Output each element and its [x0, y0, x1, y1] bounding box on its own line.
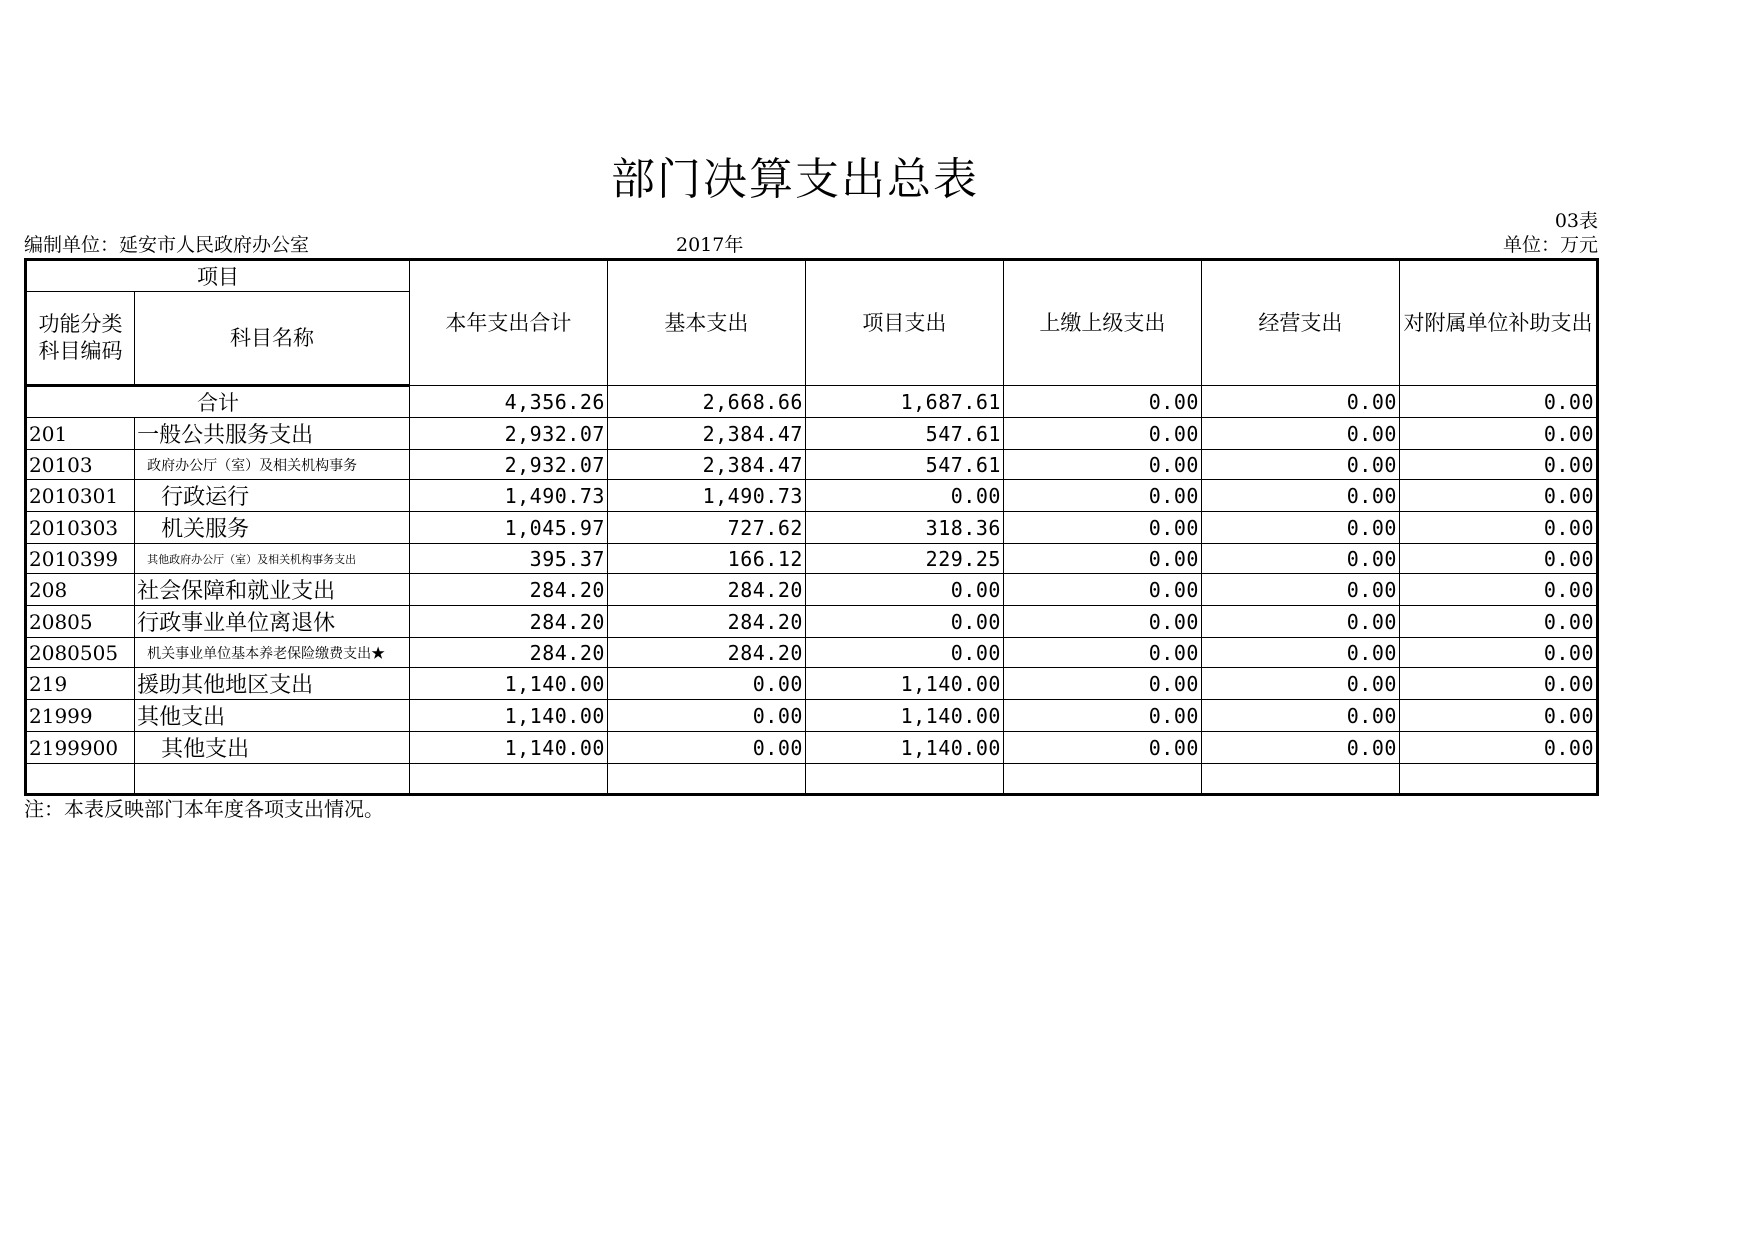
- empty-cell: [805, 764, 1003, 795]
- empty-cell: [1201, 764, 1399, 795]
- row-name: 其他支出: [135, 700, 410, 732]
- row-value: 0.00: [1003, 480, 1201, 512]
- row-name: 一般公共服务支出: [135, 418, 410, 450]
- row-value: 1,140.00: [409, 732, 607, 764]
- row-value: 0.00: [805, 638, 1003, 668]
- row-value: 0.00: [1399, 418, 1597, 450]
- footnote: 注：本表反映部门本年度各项支出情况。: [24, 797, 384, 821]
- empty-cell: [409, 764, 607, 795]
- row-value: 1,490.73: [607, 480, 805, 512]
- row-value: 284.20: [607, 574, 805, 606]
- row-value: 0.00: [1003, 418, 1201, 450]
- row-value: 0.00: [1201, 700, 1399, 732]
- row-value: 547.61: [805, 418, 1003, 450]
- row-value: 0.00: [1201, 512, 1399, 544]
- row-name: 援助其他地区支出: [135, 668, 410, 700]
- total-value: 4,356.26: [409, 386, 607, 418]
- header-project-group: 项目: [26, 260, 410, 292]
- row-name: 机关服务: [135, 512, 410, 544]
- row-value: 0.00: [1201, 574, 1399, 606]
- row-value: 0.00: [1201, 418, 1399, 450]
- row-code: 201: [26, 418, 135, 450]
- total-value: 0.00: [1399, 386, 1597, 418]
- table-row: [26, 606, 1598, 638]
- table-row: [26, 544, 1598, 574]
- row-value: 229.25: [805, 544, 1003, 574]
- row-value: 318.36: [805, 512, 1003, 544]
- empty-cell: [607, 764, 805, 795]
- row-value: 0.00: [1201, 732, 1399, 764]
- row-value: 0.00: [1399, 450, 1597, 480]
- row-code: 2010303: [26, 512, 135, 544]
- row-code: 20103: [26, 450, 135, 480]
- empty-row: [26, 764, 1598, 795]
- table-row: [26, 668, 1598, 700]
- row-code: 20805: [26, 606, 135, 638]
- header-function-code: 功能分类科目编码: [26, 292, 135, 386]
- total-value: 0.00: [1003, 386, 1201, 418]
- form-number: 03表: [1554, 210, 1598, 232]
- row-name: 其他支出: [135, 732, 410, 764]
- row-code: 2010301: [26, 480, 135, 512]
- header-total-expenditure: 本年支出合计: [409, 260, 607, 386]
- table-row: [26, 574, 1598, 606]
- row-value: 284.20: [409, 638, 607, 668]
- row-name: 其他政府办公厅（室）及相关机构事务支出: [135, 544, 410, 574]
- page-title: 部门决算支出总表: [611, 154, 979, 205]
- row-value: 166.12: [607, 544, 805, 574]
- row-value: 0.00: [607, 700, 805, 732]
- row-value: 0.00: [1003, 544, 1201, 574]
- table-row: [26, 732, 1598, 764]
- row-value: 0.00: [607, 668, 805, 700]
- row-value: 0.00: [1399, 512, 1597, 544]
- row-value: 0.00: [1399, 480, 1597, 512]
- currency-unit: 单位：万元: [1502, 234, 1598, 256]
- row-value: 0.00: [1003, 450, 1201, 480]
- row-value: 0.00: [1201, 606, 1399, 638]
- row-value: 284.20: [607, 606, 805, 638]
- reporting-unit: 编制单位：延安市人民政府办公室: [24, 234, 310, 256]
- empty-cell: [26, 764, 135, 795]
- row-code: 219: [26, 668, 135, 700]
- row-value: 1,140.00: [805, 732, 1003, 764]
- total-row: [26, 386, 1598, 418]
- row-value: 284.20: [607, 638, 805, 668]
- row-value: 2,932.07: [409, 418, 607, 450]
- empty-cell: [1399, 764, 1597, 795]
- header-subject-name: 科目名称: [135, 292, 410, 386]
- row-value: 0.00: [1003, 606, 1201, 638]
- row-value: 0.00: [805, 574, 1003, 606]
- row-value: 284.20: [409, 574, 607, 606]
- row-value: 1,140.00: [409, 668, 607, 700]
- row-code: 2010399: [26, 544, 135, 574]
- row-value: 1,140.00: [805, 700, 1003, 732]
- table-row: [26, 638, 1598, 668]
- row-value: 0.00: [1201, 544, 1399, 574]
- row-value: 0.00: [1003, 732, 1201, 764]
- row-value: 395.37: [409, 544, 607, 574]
- meta-row: [24, 230, 1598, 256]
- total-value: 2,668.66: [607, 386, 805, 418]
- table-row: [26, 480, 1598, 512]
- total-value: 1,687.61: [805, 386, 1003, 418]
- row-name: 行政运行: [135, 480, 410, 512]
- row-name: 社会保障和就业支出: [135, 574, 410, 606]
- header-remit-superior: 上缴上级支出: [1003, 260, 1201, 386]
- row-value: 1,045.97: [409, 512, 607, 544]
- row-value: 1,490.73: [409, 480, 607, 512]
- header-subsidy-affiliates: 对附属单位补助支出: [1399, 260, 1597, 386]
- table-row: [26, 418, 1598, 450]
- row-value: 0.00: [1003, 638, 1201, 668]
- row-code: 21999: [26, 700, 135, 732]
- row-value: 0.00: [1201, 668, 1399, 700]
- row-value: 0.00: [1201, 638, 1399, 668]
- header-basic-expenditure: 基本支出: [607, 260, 805, 386]
- row-value: 0.00: [1399, 574, 1597, 606]
- row-value: 0.00: [1201, 480, 1399, 512]
- row-code: 2199900: [26, 732, 135, 764]
- row-value: 2,384.47: [607, 450, 805, 480]
- row-value: 1,140.00: [409, 700, 607, 732]
- table-row: [26, 450, 1598, 480]
- empty-cell: [135, 764, 410, 795]
- row-value: 547.61: [805, 450, 1003, 480]
- row-value: 2,384.47: [607, 418, 805, 450]
- row-value: 0.00: [1003, 700, 1201, 732]
- row-value: 1,140.00: [805, 668, 1003, 700]
- row-value: 0.00: [805, 606, 1003, 638]
- expenditure-table: [24, 258, 1599, 796]
- row-name: 行政事业单位离退休: [135, 606, 410, 638]
- empty-cell: [1003, 764, 1201, 795]
- row-value: 0.00: [1003, 574, 1201, 606]
- header-project-expenditure: 项目支出: [805, 260, 1003, 386]
- row-value: 0.00: [1399, 606, 1597, 638]
- report-year: 2017年: [676, 234, 744, 256]
- row-name: 政府办公厅（室）及相关机构事务: [135, 450, 410, 480]
- row-value: 0.00: [1399, 638, 1597, 668]
- row-code: 208: [26, 574, 135, 606]
- row-value: 0.00: [1399, 732, 1597, 764]
- table-row: [26, 700, 1598, 732]
- row-value: 2,932.07: [409, 450, 607, 480]
- row-name: 机关事业单位基本养老保险缴费支出★: [135, 638, 410, 668]
- table-row: [26, 512, 1598, 544]
- row-value: 0.00: [1201, 450, 1399, 480]
- total-value: 0.00: [1201, 386, 1399, 418]
- header-operating-expenditure: 经营支出: [1201, 260, 1399, 386]
- row-value: 0.00: [1003, 512, 1201, 544]
- row-value: 0.00: [607, 732, 805, 764]
- row-value: 0.00: [805, 480, 1003, 512]
- row-code: 2080505: [26, 638, 135, 668]
- row-value: 0.00: [1399, 700, 1597, 732]
- row-value: 284.20: [409, 606, 607, 638]
- row-value: 727.62: [607, 512, 805, 544]
- row-value: 0.00: [1399, 544, 1597, 574]
- total-label: 合计: [26, 386, 410, 418]
- row-value: 0.00: [1399, 668, 1597, 700]
- row-value: 0.00: [1003, 668, 1201, 700]
